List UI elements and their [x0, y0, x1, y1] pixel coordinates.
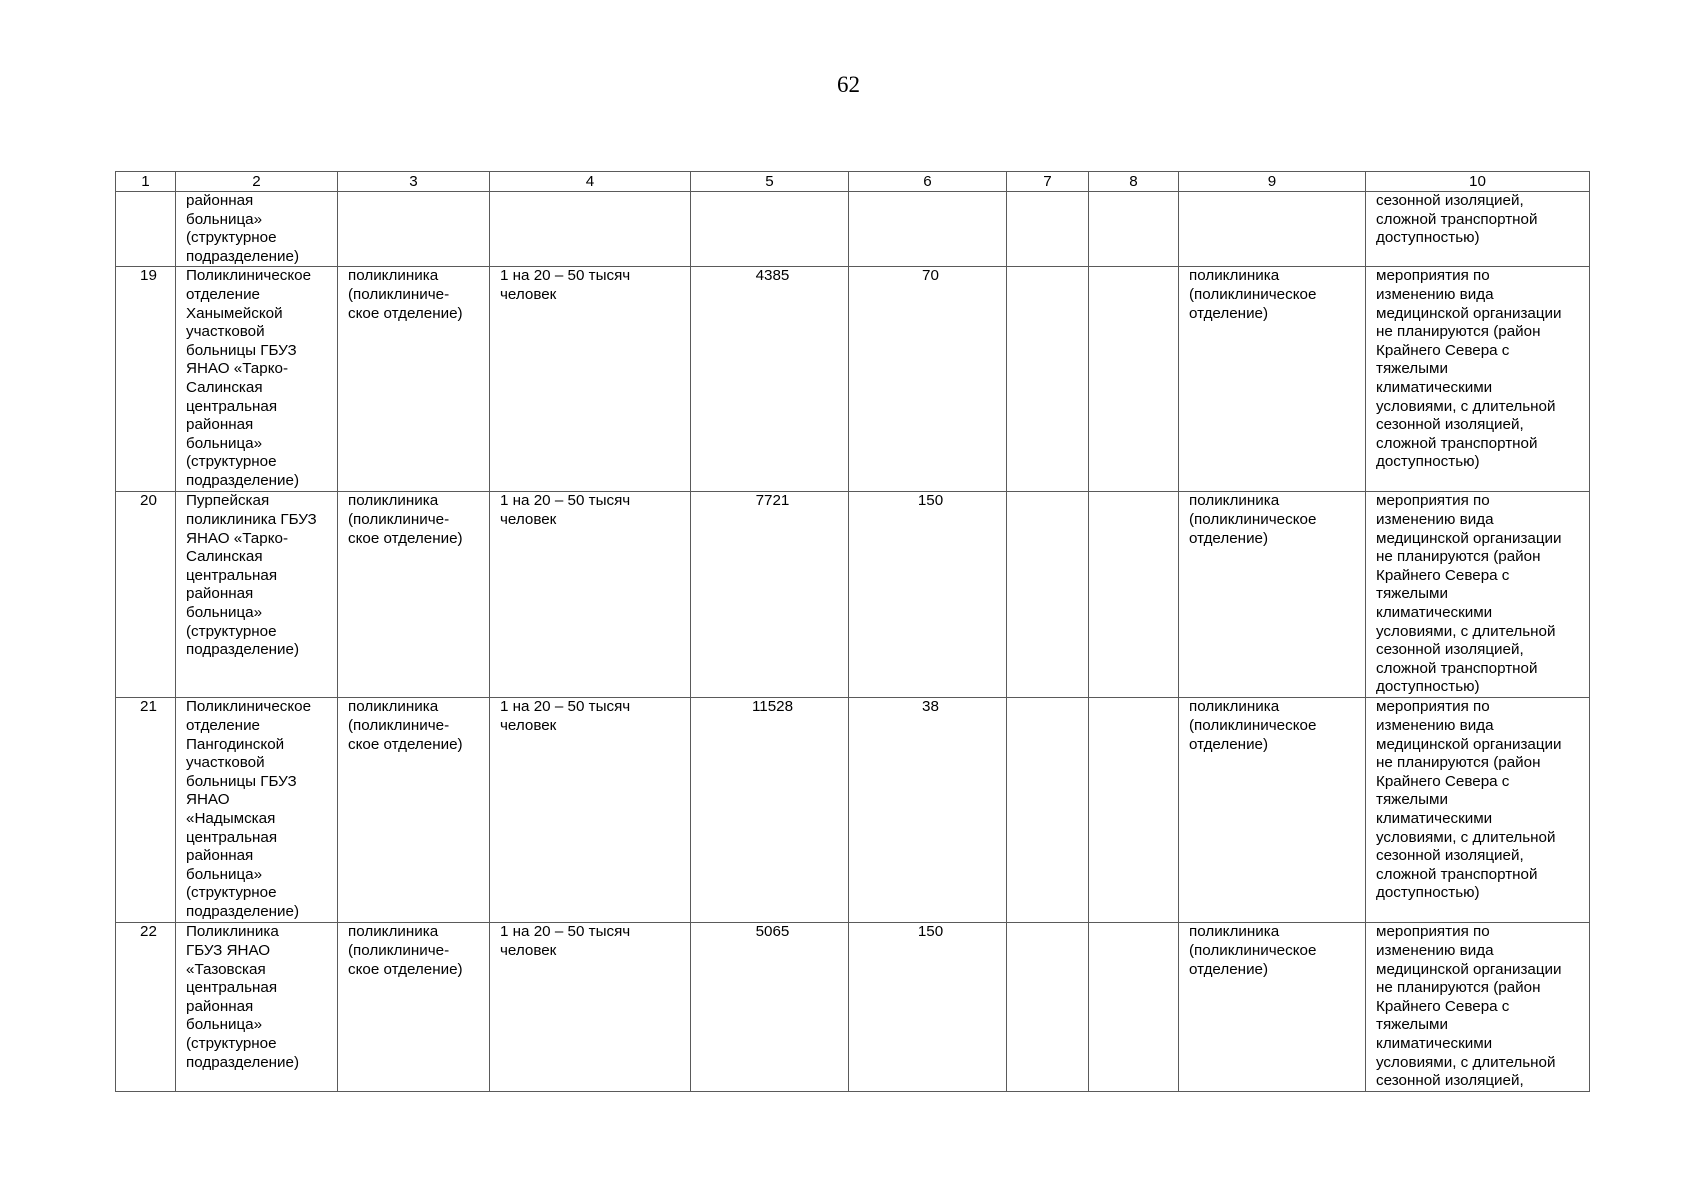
table-row-continuation — [116, 192, 1590, 267]
col8-cell — [1089, 192, 1179, 267]
organization-name-cell — [176, 492, 338, 698]
organization-name: Поликлиническое отделение Пангодинской участковой больницы ГБУЗ ЯНАО «Надымская центральная районная больница» (структурное подразделение) — [186, 698, 312, 920]
table-row — [116, 923, 1590, 1091]
col5-value: 11528 — [691, 698, 849, 923]
measures-note: мероприятия по изменению вида медицинской организации не планируются (район Крайнего Севера с тяжелыми климатическими условиями, с длительной сезонной изоляцией, сложной транспортной доступностью) — [1376, 698, 1562, 902]
organization-name: Поликлиника ГБУЗ ЯНАО «Тазовская центральная районная больница» (структурное подразделение) — [186, 923, 300, 1071]
col6-value: 38 — [849, 698, 1007, 923]
col10-cell — [1366, 492, 1590, 698]
header-col-10: 10 — [1366, 172, 1590, 192]
measures-note: сезонной изоляцией, сложной транспортной доступностью) — [1376, 192, 1538, 247]
col5-value: 5065 — [691, 923, 849, 1091]
page-number: 62 — [837, 72, 860, 97]
organization-type-cell — [338, 698, 490, 923]
header-col-2: 2 — [176, 172, 338, 192]
col10-cell — [1366, 698, 1590, 923]
norm-cell — [490, 492, 691, 698]
organization-type-cell — [338, 192, 490, 267]
header-col-8: 8 — [1089, 172, 1179, 192]
col10-cell — [1366, 192, 1590, 267]
col9-cell — [1179, 267, 1366, 492]
norm-text: 1 на 20 – 50 тысяч человек — [500, 923, 631, 959]
col5-value: 7721 — [691, 492, 849, 698]
organization-name: Поликлиническое отделение Ханымейской участковой больницы ГБУЗ ЯНАО «Тарко- Салинская центральная районная больница» (структурное подразделение) — [186, 267, 312, 489]
row-number: 21 — [116, 698, 176, 923]
target-type: поликлиника (поликлиническое отделение) — [1189, 492, 1317, 547]
target-type: поликлиника (поликлиническое отделение) — [1189, 923, 1317, 978]
measures-note: мероприятия по изменению вида медицинской организации не планируются (район Крайнего Севера с тяжелыми климатическими условиями, с длительной сезонной изоляцией, сложной транспортной доступностью) — [1376, 267, 1562, 471]
norm-text: 1 на 20 – 50 тысяч человек — [500, 267, 631, 303]
header-col-4: 4 — [490, 172, 691, 192]
target-type: поликлиника (поликлиническое отделение) — [1189, 267, 1317, 322]
organization-name-cell — [176, 923, 338, 1091]
header-col-3: 3 — [338, 172, 490, 192]
col9-cell — [1179, 698, 1366, 923]
organization-type: поликлиника (поликлиниче- ское отделение) — [348, 492, 463, 547]
col5-cell — [691, 192, 849, 267]
organization-name-cell — [176, 698, 338, 923]
table-header — [116, 172, 1590, 192]
row-number-cell — [116, 192, 176, 267]
table-row — [116, 267, 1590, 492]
norm-cell — [490, 923, 691, 1091]
col6-value: 70 — [849, 267, 1007, 492]
col7-cell — [1007, 192, 1089, 267]
medical-organizations-table — [115, 171, 1590, 1092]
organization-name-cell — [176, 192, 338, 267]
norm-cell — [490, 192, 691, 267]
organization-name: Пурпейская поликлиника ГБУЗ ЯНАО «Тарко- Салинская центральная районная больница» (структурное подразделение) — [186, 492, 317, 659]
measures-note: мероприятия по изменению вида медицинской организации не планируются (район Крайнего Севера с тяжелыми климатическими условиями, с длительной сезонной изоляцией, сложной транспортной доступностью) — [1376, 492, 1562, 696]
row-number: 19 — [116, 267, 176, 492]
col7-value — [1007, 698, 1089, 923]
col5-value: 4385 — [691, 267, 849, 492]
norm-cell — [490, 698, 691, 923]
norm-text: 1 на 20 – 50 тысяч человек — [500, 492, 631, 528]
norm-text: 1 на 20 – 50 тысяч человек — [500, 698, 631, 734]
header-row — [116, 172, 1590, 192]
target-type: поликлиника (поликлиническое отделение) — [1189, 698, 1317, 753]
col6-cell — [849, 192, 1007, 267]
col8-value — [1089, 267, 1179, 492]
organization-name-cell — [176, 267, 338, 492]
col8-value — [1089, 492, 1179, 698]
row-number: 20 — [116, 492, 176, 698]
header-col-5: 5 — [691, 172, 849, 192]
col7-value — [1007, 923, 1089, 1091]
col7-value — [1007, 267, 1089, 492]
organization-type-cell — [338, 923, 490, 1091]
table-row — [116, 492, 1590, 698]
row-number: 22 — [116, 923, 176, 1091]
table-row — [116, 698, 1590, 923]
col7-value — [1007, 492, 1089, 698]
header-col-6: 6 — [849, 172, 1007, 192]
organization-type: поликлиника (поликлиниче- ское отделение) — [348, 923, 463, 978]
header-col-9: 9 — [1179, 172, 1366, 192]
header-col-7: 7 — [1007, 172, 1089, 192]
organization-type: поликлиника (поликлиниче- ское отделение) — [348, 267, 463, 322]
organization-type: поликлиника (поликлиниче- ское отделение) — [348, 698, 463, 753]
col6-value: 150 — [849, 492, 1007, 698]
measures-note: мероприятия по изменению вида медицинской организации не планируются (район Крайнего Севера с тяжелыми климатическими условиями, с длительной сезонной изоляцией, — [1376, 923, 1562, 1090]
col8-value — [1089, 698, 1179, 923]
col9-cell — [1179, 192, 1366, 267]
norm-cell — [490, 267, 691, 492]
organization-type-cell — [338, 267, 490, 492]
organization-type-cell — [338, 492, 490, 698]
col10-cell — [1366, 267, 1590, 492]
col10-cell — [1366, 923, 1590, 1091]
col6-value: 150 — [849, 923, 1007, 1091]
col9-cell — [1179, 923, 1366, 1091]
col8-value — [1089, 923, 1179, 1091]
col9-cell — [1179, 492, 1366, 698]
header-col-1: 1 — [116, 172, 176, 192]
organization-name: районная больница» (структурное подразделение) — [186, 192, 300, 265]
